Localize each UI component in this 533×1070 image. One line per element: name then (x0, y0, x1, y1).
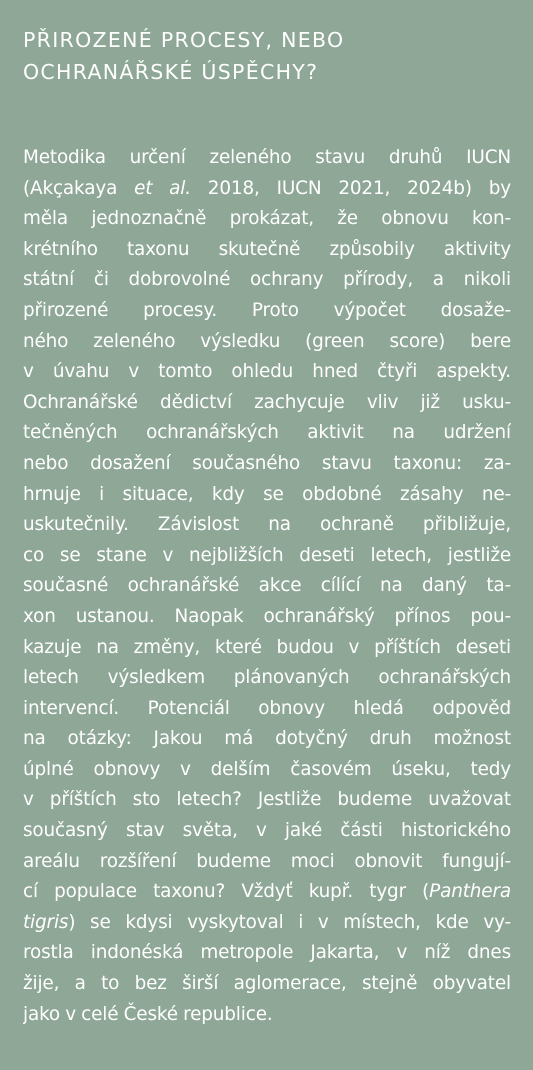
body-line (23, 449, 511, 480)
body-line (23, 174, 511, 205)
body-text-run: (Akçakaya (23, 177, 135, 199)
box-title-line: PŘIROZENÉ PROCESY, NEBO (23, 28, 345, 52)
body-text-run: xon ustanou. Naopak ochranářský přínos pou- (23, 605, 511, 627)
body-line (23, 143, 511, 174)
body-line (23, 235, 511, 266)
body-line (23, 755, 511, 786)
body-text-run: na otázky: Jakou má dotyčný druh možnost (23, 728, 511, 750)
body-text-run: areálu rozšíření budeme moci obnovit fungují- (23, 850, 511, 872)
body-line (23, 510, 511, 541)
body-text-run: úplné obnovy v delším časovém úseku, tedy (23, 758, 511, 780)
italic-term: tigris (23, 911, 69, 933)
body-text-run: krétního taxonu skutečně způsobily aktivity (23, 238, 511, 260)
body-line (23, 694, 511, 725)
body-text-run: uskutečnily. Závislost na ochraně přibližuje, (23, 514, 511, 536)
body-text-run: kazuje na změny, které budou v příštích deseti (23, 636, 511, 658)
body-text-run: jako v celé České republice. (23, 1003, 273, 1025)
italic-term: et al. (134, 177, 191, 199)
body-text-run: měla jednoznačně prokázat, že obnovu kon- (23, 208, 511, 230)
body-text-run: žije, a to bez širší aglomerace, stejně obyvatel (23, 973, 511, 995)
body-text-run: nebo dosažení současného stavu taxonu: za- (23, 452, 511, 474)
body-line (23, 571, 511, 602)
body-line (23, 541, 511, 572)
box-title-line: OCHRANÁŘSKÉ ÚSPĚCHY? (23, 60, 319, 84)
body-line (23, 785, 511, 816)
body-text-run: Metodika určení zeleného stavu druhů IUCN (23, 147, 511, 168)
body-line (23, 1000, 511, 1031)
body-text-run: v úvahu v tomto ohledu hned čtyři aspekty. (23, 361, 511, 383)
body-text-run: v příštích sto letech? Jestliže budeme uvažovat (23, 789, 511, 811)
body-line (23, 663, 511, 694)
body-text-run: přirozené procesy. Proto výpočet dosaže- (23, 299, 511, 321)
body-line (23, 816, 511, 847)
body-line (23, 602, 511, 633)
box-body-text (23, 143, 511, 1030)
body-line (23, 877, 511, 908)
body-line (23, 969, 511, 1000)
body-text-run: ) se kdysi vyskytoval i v místech, kde vy- (68, 911, 511, 933)
body-line (23, 204, 511, 235)
body-line (23, 480, 511, 511)
body-line (23, 418, 511, 449)
body-line (23, 938, 511, 969)
body-text-run: tečněných ochranářských aktivit na udržení (23, 422, 511, 444)
body-text-run: současné ochranářské akce cílící na daný ta- (23, 575, 511, 597)
body-text-run: ného zeleného výsledku (green score) bere (23, 330, 511, 352)
body-text-run: 2018, IUCN 2021, 2024b) by (190, 177, 511, 199)
body-line (23, 357, 511, 388)
body-line (23, 724, 511, 755)
body-text-run: intervencí. Potenciál obnovy hledá odpověď (23, 697, 511, 719)
body-text-run: cí populace taxonu? Vždyť kupř. tygr ( (23, 881, 430, 903)
body-line (23, 908, 511, 939)
body-text-run: letech výsledkem plánovaných ochranářských (23, 667, 511, 689)
body-text-run: Ochranářské dědictví zachycuje vliv již usku- (23, 391, 511, 413)
body-text-run: státní či dobrovolné ochrany přírody, a nikoli (23, 269, 511, 291)
body-line (23, 388, 511, 419)
body-line (23, 847, 511, 878)
body-line (23, 265, 511, 296)
body-line (23, 633, 511, 664)
body-line (23, 327, 511, 358)
body-text-run: hrnuje i situace, kdy se obdobné zásahy ne- (23, 483, 511, 505)
box-title (23, 24, 511, 88)
body-text-run: co se stane v nejbližších deseti letech, jestliže (23, 544, 511, 566)
body-text-run: současný stav světa, v jaké části historického (23, 820, 511, 842)
body-line (23, 296, 511, 327)
body-text-run: rostla indonéská metropole Jakarta, v níž dnes (23, 942, 511, 964)
italic-term: Panthera (429, 881, 511, 903)
